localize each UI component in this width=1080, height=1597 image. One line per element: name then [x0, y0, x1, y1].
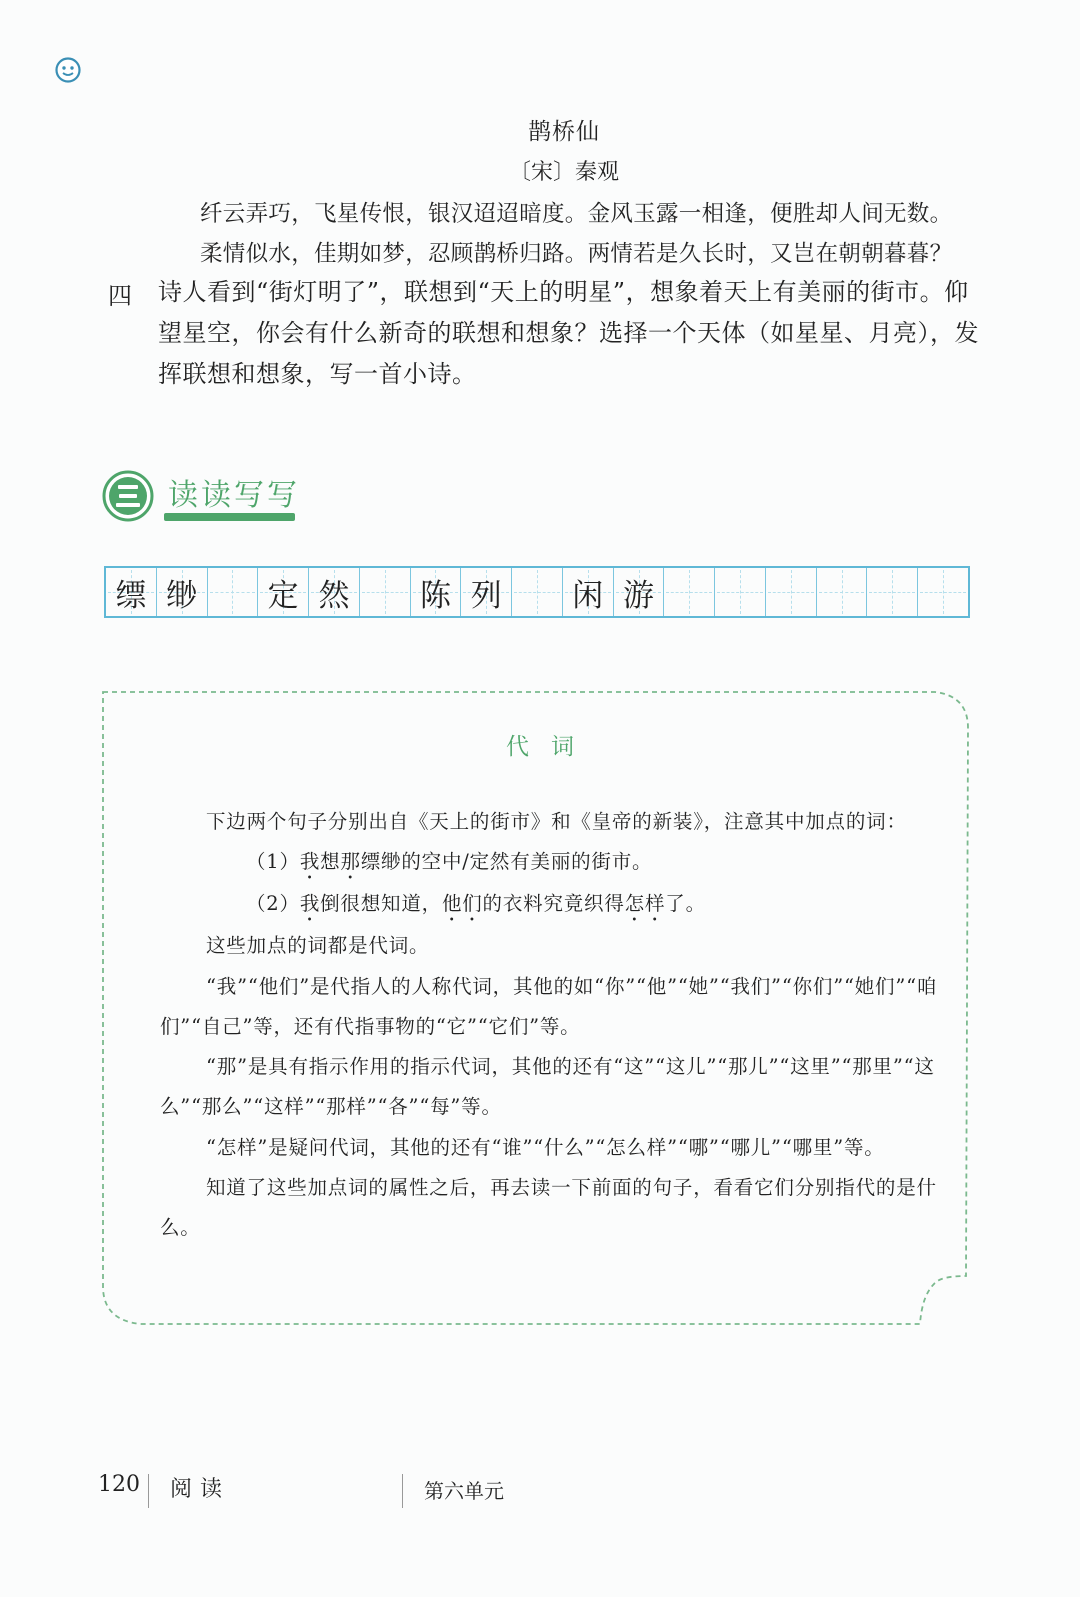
grid-cell [766, 568, 817, 616]
grid-cell [867, 568, 918, 616]
footer-divider [148, 1474, 149, 1508]
grid-cell [918, 568, 968, 616]
body-paragraph: “我”“他们”是代指人的人称代词，其他的如“你”“他”“她”“我们”“你们”“她们”“咱们”“自己”等，还有代指事物的“它”“它们”等。 [160, 974, 938, 1038]
grid-cell [360, 568, 411, 616]
section-underline [164, 513, 295, 521]
dotted-word: 我 [299, 850, 321, 874]
grid-cell [817, 568, 868, 616]
poem-line: 纤云弄巧，飞星传恨，银汉迢迢暗度。金风玉露一相逢，便胜却人间无数。 [200, 201, 953, 227]
body-paragraph: “怎样”是疑问代词，其他的还有“谁”“什么”“怎么样”“哪”“哪儿”“哪里”等。 [206, 1135, 885, 1159]
dotted-word: 他们 [441, 892, 483, 916]
intro-paragraph: 下边两个句子分别出自《天上的街市》和《皇帝的新装》，注意其中加点的词： [206, 810, 907, 833]
grid-cell: 陈 [411, 568, 462, 616]
example-sentence-2: （2）我倒很想知道，他们的衣料究竟织得怎样了。 [246, 892, 706, 916]
page-number: 120 [98, 1472, 140, 1497]
body-paragraph: “那”是具有指示作用的指示代词，其他的还有“这”“这儿”“那儿”“这里”“那里”“这么”“那么”“这样”“那样”“各”“每”等。 [160, 1055, 935, 1119]
grid-cell: 然 [309, 568, 360, 616]
dotted-word: 那 [340, 850, 361, 874]
grid-cell: 定 [258, 568, 309, 616]
grid-cell [664, 568, 715, 616]
grid-cell: 闲 [563, 568, 614, 616]
section-title: 读读写写 [168, 478, 300, 513]
footer-section: 阅读 [170, 1477, 231, 1502]
grid-cell: 缥 [106, 568, 157, 616]
body-paragraph: 这些加点的词都是代词。 [206, 934, 430, 958]
dotted-word: 我 [299, 892, 321, 916]
grid-cell [208, 568, 259, 616]
example-sentence-1: （1）我想那缥缈的空中/定然有美丽的街市。 [246, 850, 653, 874]
knowledge-box-title: 代词 [506, 734, 596, 760]
grid-cell: 缈 [157, 568, 208, 616]
dotted-word: 怎样 [624, 892, 666, 916]
grid-cell [715, 568, 766, 616]
knowledge-box-body [160, 802, 944, 1249]
poem-title: 鹊桥仙 [528, 119, 600, 145]
grid-cell [512, 568, 563, 616]
circled-three-icon [102, 470, 154, 522]
grid-cell: 列 [461, 568, 512, 616]
body-paragraph: 知道了这些加点词的属性之后，再去读一下前面的句子，看看它们分别指代的是什么。 [160, 1176, 937, 1240]
footer-unit: 第六单元 [424, 1479, 504, 1503]
smiley-icon [54, 56, 82, 84]
question-number: 四 [108, 282, 132, 310]
poem-author: 〔宋〕秦观 [508, 160, 619, 185]
poem-line: 柔情似水，佳期如梦，忍顾鹊桥归路。两情若是久长时，又岂在朝朝暮暮？ [200, 241, 953, 267]
question-text: 诗人看到“街灯明了”，联想到“天上的明星”，想象着天上有美丽的街市。仰望星空，你会有什么新奇的联想和想象？选择一个天体（如星星、月亮），发挥联想和想象，写一首小诗。 [158, 278, 979, 388]
footer-divider [402, 1474, 403, 1508]
writing-grid [104, 566, 970, 618]
grid-cell: 游 [614, 568, 665, 616]
